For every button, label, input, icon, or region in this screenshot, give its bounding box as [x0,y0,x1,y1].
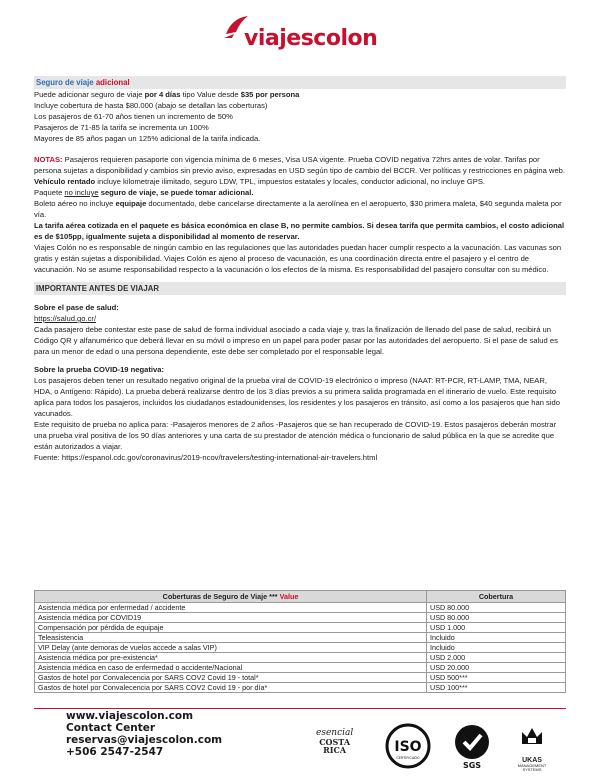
health-pass-text: Cada pasajero debe contestar este pase de salud de forma individual asociado a cada viaje y, tras la finalización de llenado del pase de salud, recibirá un Código QR y alfanumérico que deberá llevar en su móvil o impreso en un papel para poder pasar por las autoridades del aeropuerto. Si el pase de salud es para un menor de edad o una persona dependiente, este debe ser completado por el responsable legal. [34,325,558,356]
covid-test-exceptions: Este requisito de prueba no aplica para: -Pasajeros menores de 2 años -Pasajeros que se han recuperado de COVID-19. Estos pasajeros deberán mostrar una prueba viral positiva de los 90 días anteriores y una carta de su prestador de atención médica o funcionario de salud pública en la que se acredite que están autorizados a viajar. [34,420,557,451]
coverage-amount-header: Cobertura [427,591,566,603]
notes-paragraph: NOTAS: Pasajeros requieren pasaporte con vigencia mínima de 6 meses, Visa USA vigente. Prueba COVID negativa 72hrs antes de volar. Tarifas por persona sujetas a disponibilidad y cambios sin previo aviso, expresadas en USD según tipo de cambio del BCCR. Ver políticas y restricciones en página web. [34,155,566,175]
table-row: Asistencia médica por COVID19 USD 80.000 [35,613,566,623]
table-row: VIP Delay (ante demoras de vuelos accede a salas VIP) Incluido [35,643,566,653]
notes-paragraph: Viajes Colón no es responsable de ningún cambio en las regulaciones que las autoridades puedan hacer cumplir respecto a la vacunación. Las vacunas son gratis y están sujetas a disponibilidad. Viajes Colón es ajeno al proceso de vacunación, es una coordinación directa entre el pasajero y el centro de vacunación. No se asume responsabilidad respecto a la vacunación o los efectos de la misma. Es responsabilidad del pasajero consultar con su médico. [34,243,562,274]
health-pass-link[interactable]: https://salud.go.cr/ [34,314,97,323]
important-heading: IMPORTANTE ANTES DE VIAJAR [34,282,566,295]
contact-center-label: Contact Center [66,722,156,734]
esencial-costa-rica-badge: esencial COSTA RICA [316,728,354,755]
svg-text:ISO: ISO [394,739,422,755]
table-row: Compensación por pérdida de equipaje USD 1.000 [35,623,566,633]
source-link[interactable]: Fuente: https://espanol.cdc.gov/coronavirus/2019-ncov/travelers/testing-international-air-travelers.html [34,453,378,462]
table-row: Asistencia médica por pre-existencia* USD 2.000 [35,653,566,663]
document-body [34,76,566,463]
health-pass-title: Sobre el pase de salud: [34,303,119,312]
notes-paragraph: Paquete no incluye seguro de viaje, se puede tomar adicional. [34,188,254,197]
iso-certification-icon [385,723,431,769]
insurance-line: Puede adicionar seguro de viaje por 4 días tipo Value desde $35 por persona [34,90,300,99]
footer-divider [34,708,566,709]
table-row: Teleasistencia Incluido [35,633,566,643]
sgs-certification-icon [444,720,500,770]
svg-text:SGS: SGS [462,761,482,770]
table-row: Gastos de hotel por Convalecencia por SARS COV2 Covid 19 - total* USD 500*** [35,673,566,683]
notes-paragraph: Vehículo rentado incluye kilometraje ilimitado, seguro LDW, TPL, impuestos estatales y locales, conductor adicional, no incluye GPS. [34,177,486,186]
travel-insurance-heading: Seguro de viaje adicional [34,76,566,89]
phone-number[interactable]: +506 2547-2547 [66,746,164,758]
table-row: Asistencia médica en caso de enfermedad o accidente/Nacional USD 20.000 [35,663,566,673]
notes-paragraph: Boleto aéreo no incluye equipaje documentado, debe cancelarse directamente a la aerolínea en el aeropuerto, $30 primera maleta, $40 segunda maleta por vía. [34,199,562,219]
website-link[interactable]: www.viajescolon.com [66,710,194,722]
covid-test-text: Los pasajeros deben tener un resultado negativo original de la prueba viral de COVID-19 electrónico o impreso (NAAT: RT-PCR, RT-LAMP, TMA, NEAR, HDA, o Antígeno: Rápido). La prueba deberá realizarse dentro de los 3 días previos a su primera salida programada en el itinerario de vuelo. Este requisito aplica para todos los pasajeros, incluidos los ciudadanos estadounidenses, los residentes y los pasajeros en tránsito, así como a los pasajeros que han sido vacunados. [34,376,560,418]
insurance-line: Los pasajeros de 61-70 años tienen un incremento de 50% [34,112,233,121]
crown-icon [517,722,547,752]
insurance-line: Pasajeros de 71-85 la tarifa se incrementa un 100% [34,123,209,132]
svg-text:CERTIFICADO: CERTIFICADO [396,756,420,760]
insurance-line: Mayores de 85 años pagan un 125% adicional de la tarifa indicada. [34,134,261,143]
ukas-certification-badge: UKAS MANAGEMENT SYSTEMS [510,722,554,770]
covid-test-title: Sobre la prueba COVID-19 negativa: [34,365,164,374]
coverage-table [34,590,566,693]
email-link[interactable]: reservas@viajescolon.com [66,734,223,746]
coverage-header: Coberturas de Seguro de Viaje *** Value [35,591,427,603]
table-row: Gastos de hotel por Convalecencia por SARS COV2 Covid 19 - por día* USD 100*** [35,683,566,693]
table-row: Asistencia médica por enfermedad / accidente USD 80.000 [35,603,566,613]
brand-name: viajescolon [244,26,378,51]
footer-contact [66,710,222,758]
insurance-line: Incluye cobertura de hasta $80.000 (abajo se detallan las coberturas) [34,101,268,110]
notes-paragraph: La tarifa aérea cotizada en el paquete es básica económica en clase B, no permite cambios. Si desea tarifa que permita cambios, el costo adicional es de $105pp, igualmente sujeta a disponibilidad al momento de reservar. [34,221,565,241]
